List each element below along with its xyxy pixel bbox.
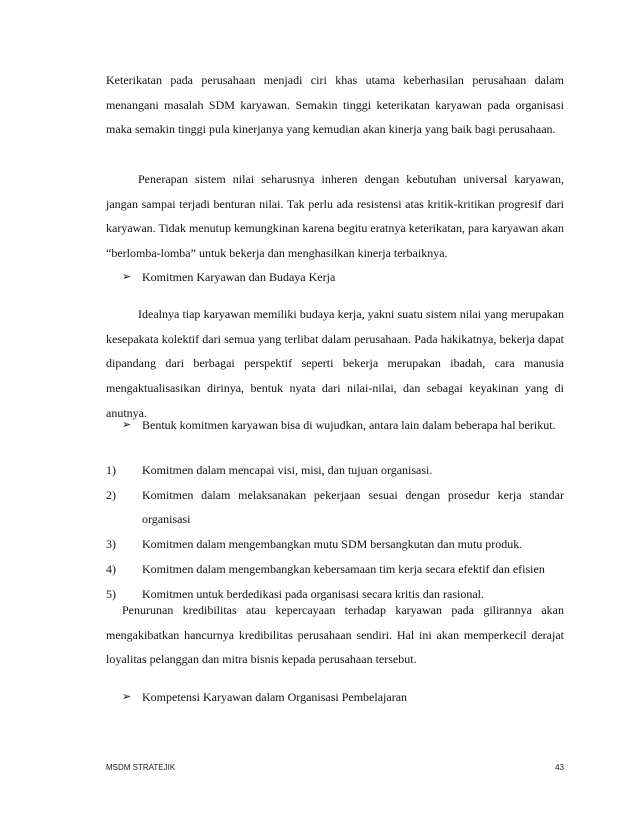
list-number: 2) bbox=[106, 487, 116, 502]
paragraph-idealnya: Idealnya tiap karyawan memiliki budaya kerja, yakni suatu sistem nilai yang merupakan kesepakata kolektif dari semua yang terlibat dalam perusahaan. Pada hakikatnya, bekerja dapat dipandang dari berbagai perspektif seperti bekerja merupakan ibadah, cara manusia mengaktualisasikan dirinya, bentuk nyata dari nilai-nilai, dan sebagai keyakinan yang di anutnya. bbox=[106, 307, 564, 420]
commitment-list bbox=[106, 458, 564, 606]
arrow-bullet-icon: ➢ bbox=[122, 691, 132, 703]
list-number: 4) bbox=[106, 561, 116, 576]
footer-title: MSDM STRATEJIK bbox=[106, 763, 176, 772]
list-item bbox=[106, 458, 564, 483]
list-item-text: Komitmen dalam melaksanakan pekerjaan sesuai dengan prosedur kerja standar organisasi bbox=[142, 487, 564, 527]
page-number: 43 bbox=[555, 763, 564, 772]
list-item bbox=[106, 557, 564, 582]
list-item-text: Komitmen dalam mencapai visi, misi, dan tujuan organisasi. bbox=[142, 463, 433, 477]
arrow-bullet-icon: ➢ bbox=[122, 271, 132, 283]
bullet-bentuk-komitmen bbox=[122, 413, 564, 438]
bullet-text: Bentuk komitmen karyawan bisa di wujudkan, antara lain dalam beberapa hal berikut. bbox=[142, 418, 556, 432]
list-item bbox=[106, 532, 564, 557]
page-footer bbox=[106, 763, 564, 772]
bullet-heading-text: Komitmen Karyawan dan Budaya Kerja bbox=[142, 270, 336, 284]
list-number: 5) bbox=[106, 586, 116, 601]
paragraph-keterikatan: Keterikatan pada perusahaan menjadi ciri khas utama keberhasilan perusahaan dalam menangani masalah SDM karyawan. Semakin tinggi keterikatan karyawan pada organisasi maka semakin tinggi pula kinerjanya yang kemudian akan kinerja yang baik bagi perusahaan. bbox=[106, 73, 564, 137]
bullet-kompetensi bbox=[122, 685, 564, 710]
paragraph-penurunan: Penurunan kredibilitas atau kepercayaan terhadap karyawan pada gilirannya akan mengakibatkan hancurnya kredibilitas perusahaan sendiri. Hal ini akan memperkecil derajat loyalitas pelanggan dan mitra bisnis kepada perusahaan tersebut. bbox=[106, 603, 564, 667]
arrow-bullet-icon: ➢ bbox=[122, 419, 132, 431]
list-number: 3) bbox=[106, 537, 116, 552]
list-item bbox=[106, 483, 564, 532]
bullet-heading-text: Kompetensi Karyawan dalam Organisasi Pembelajaran bbox=[142, 690, 408, 704]
list-number: 1) bbox=[106, 463, 116, 477]
list-item-text: Komitmen dalam mengembangkan kebersamaan tim kerja secara efektif dan efisien bbox=[142, 561, 545, 576]
list-item-text: Komitmen dalam mengembangkan mutu SDM bersangkutan dan mutu produk. bbox=[142, 537, 523, 552]
bullet-komitmen-budaya bbox=[122, 265, 564, 290]
list-item-text: Komitmen untuk berdedikasi pada organisasi secara kritis dan rasional. bbox=[142, 586, 485, 601]
paragraph-penerapan: Penerapan sistem nilai seharusnya inheren dengan kebutuhan universal karyawan, jangan sampai terjadi benturan nilai. Tak perlu ada resistensi atas kritik-kritikan progresif dari karyawan. Tidak menutup kemungkinan karena begitu eratnya keterikatan, para karyawan akan “berlomba-lomba” untuk bekerja dan menghasilkan kinerja terbaiknya. bbox=[106, 172, 564, 261]
